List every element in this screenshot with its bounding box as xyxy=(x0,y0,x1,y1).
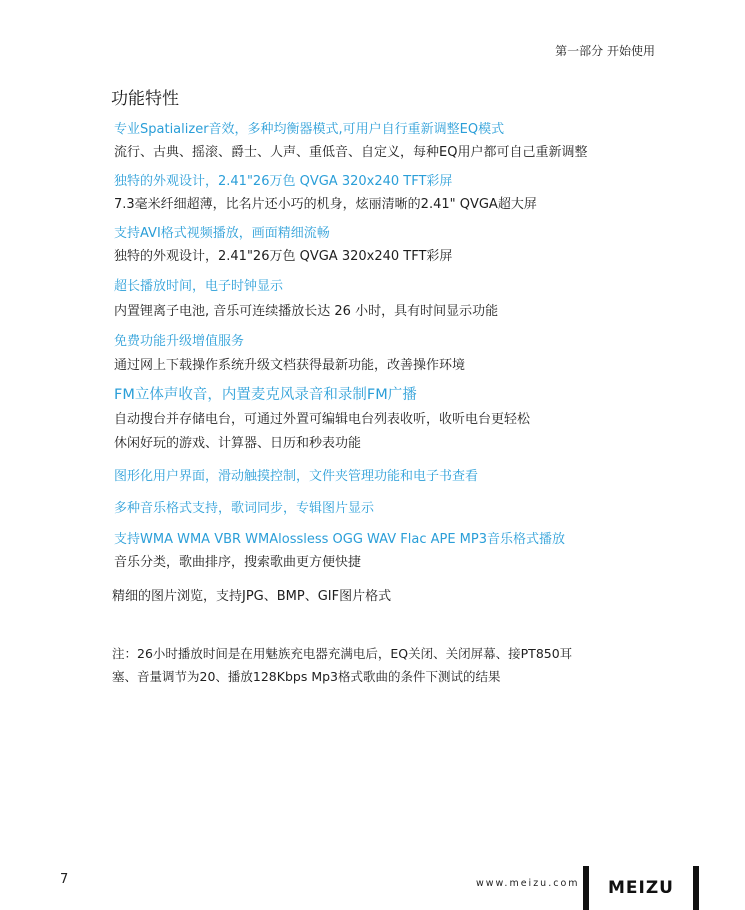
feature-description: 流行、古典、摇滚、爵士、人声、重低音、自定义，每种EQ用户都可自己重新调整 xyxy=(114,145,588,160)
feature-description: 休闲好玩的游戏、计算器、日历和秒表功能 xyxy=(114,436,362,451)
footnote-line: 注：26小时播放时间是在用魅族充电器充满电后，EQ关闭、关闭屏幕、接PT850耳 xyxy=(112,646,573,661)
feature-heading: 超长播放时间，电子时钟显示 xyxy=(114,279,284,294)
feature-description: 7.3毫米纤细超薄，比名片还小巧的机身，炫丽清晰的2.41" QVGA超大屏 xyxy=(114,197,537,212)
feature-heading: FM立体声收音，内置麦克风录音和录制FM广播 xyxy=(114,387,417,403)
feature-heading: 多种音乐格式支持，歌词同步，专辑图片显示 xyxy=(114,501,375,516)
feature-description: 内置锂离子电池, 音乐可连续播放长达 26 小时，具有时间显示功能 xyxy=(114,304,499,319)
feature-heading: 支持AVI格式视频播放，画面精细流畅 xyxy=(114,226,330,241)
feature-heading: 独特的外观设计，2.41"26万色 QVGA 320x240 TFT彩屏 xyxy=(114,174,453,189)
feature-description: 音乐分类，歌曲排序，搜索歌曲更方便快捷 xyxy=(114,555,362,570)
feature-description: 自动搜台并存储电台，可通过外置可编辑电台列表收听，收听电台更轻松 xyxy=(114,412,531,427)
footnote-line: 塞、音量调节为20、播放128Kbps Mp3格式歌曲的条件下测试的结果 xyxy=(112,669,501,684)
header-section-label: 第一部分 开始使用 xyxy=(555,44,655,58)
feature-heading: 支持WMA WMA VBR WMAlossless OGG WAV Flac APE MP3音乐格式播放 xyxy=(114,532,566,547)
feature-description: 独特的外观设计，2.41"26万色 QVGA 320x240 TFT彩屏 xyxy=(114,249,453,264)
extra-feature-line: 精细的图片浏览，支持JPG、BMP、GIF图片格式 xyxy=(112,589,392,604)
feature-description: 通过网上下载操作系统升级文档获得最新功能，改善操作环境 xyxy=(114,358,466,373)
page-title: 功能特性 xyxy=(111,89,179,109)
logo-text: MEIZU xyxy=(608,878,674,898)
feature-heading: 专业Spatializer音效，多种均衡器模式,可用户自行重新调整EQ模式 xyxy=(114,122,505,137)
meizu-logo xyxy=(583,866,699,910)
feature-heading: 免费功能升级增值服务 xyxy=(114,334,245,349)
website-url: www.meizu.com xyxy=(476,878,580,889)
page-number: 7 xyxy=(60,872,69,887)
feature-heading: 图形化用户界面，滑动触摸控制，文件夹管理功能和电子书查看 xyxy=(114,469,479,484)
